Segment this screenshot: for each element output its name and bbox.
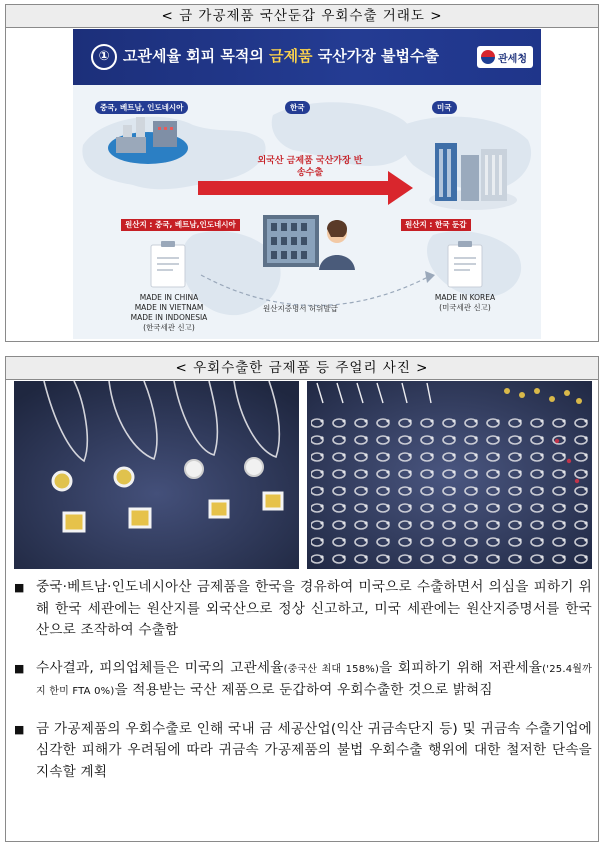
customs-logo-text: 관세청 (498, 53, 527, 65)
trade-diagram-section (5, 4, 599, 342)
bullet-square-icon: ■ (14, 661, 25, 675)
person-icon (319, 220, 355, 270)
origin-clipboard-icon (151, 241, 185, 287)
many-rings-photo (307, 381, 592, 569)
made-in-line: MADE IN VIETNAM (134, 303, 204, 312)
bullet-note: ('25.4월까지 한미 FTA 0%) (36, 663, 592, 697)
bullet-square-icon: ■ (14, 722, 25, 736)
made-in-line: MADE IN CHINA (139, 293, 199, 302)
bullet-text-part: 을 회피하기 위해 저관세율 (379, 659, 543, 676)
bullet-item (14, 658, 592, 703)
korea-label: 한국 (285, 101, 310, 114)
made-in-line: MADE IN INDONESIA (130, 313, 208, 322)
bullet-text-part: 을 적용받는 국산 제품으로 둔갑하여 우회수출한 것으로 밝혀짐 (114, 682, 493, 698)
jewelry-photos (14, 381, 592, 569)
infographic-number: ① (91, 44, 117, 70)
rings-grid-icon (311, 411, 589, 566)
made-in-line: (한국세관 신고) (143, 323, 195, 332)
origin-countries-label: 중국, 베트남, 인도네시아 (95, 101, 188, 114)
bullet-item (14, 719, 592, 784)
korea-building-icon (263, 215, 319, 267)
origin-tag: 원산지 : 중국, 베트남,인도네시아 (121, 219, 240, 231)
bullet-text: 중국·베트남·인도네시아산 금제품을 한국을 경유하여 미국으로 수출하면서 의심을 피하기 위해 한국 세관에는 원산지를 외국산으로 정상 신고하고, 미국 세관에는 원산지증명서를 한국산으로 조작하여 수출함 (36, 579, 592, 638)
summary-bullets (14, 577, 592, 799)
diagram-body (73, 85, 541, 339)
bullet-text (36, 658, 592, 703)
dashed-arrowhead-icon (425, 271, 435, 283)
bullet-text-part: 수사결과, 피의업체들은 미국의 고관세율 (36, 659, 284, 676)
section-title-diagram: < 금 가공제품 국산둔갑 우회수출 거래도 > (6, 5, 598, 28)
many-rings-photo-image (307, 381, 592, 569)
jewelry-photo-section (5, 356, 599, 842)
necklace-ring-photo-image (14, 381, 299, 569)
section-title-photos: < 우회수출한 금제품 등 주얼리 사진 > (6, 357, 598, 380)
bullet-item (14, 577, 592, 642)
korea-clipboard-icon (448, 241, 482, 287)
infographic-title (123, 45, 439, 66)
korea-origin-tag: 원산지 : 한국 둔갑 (401, 219, 471, 231)
certificate-text: 원산지증명서 허위발급 (263, 304, 338, 313)
made-in-korea-list (415, 293, 515, 313)
title-part1: 고관세율 회피 목적의 (123, 47, 270, 65)
necklace-ring-photo (14, 381, 299, 569)
customs-emblem-icon (481, 50, 495, 64)
export-arrow-label: 외국산 금제품 국산가장 반송수출 (257, 156, 363, 178)
made-in-line: (미국세관 신고) (439, 303, 491, 312)
title-part2: 국산가장 불법수출 (312, 47, 439, 65)
bullet-square-icon: ■ (14, 581, 25, 594)
usa-label: 미국 (432, 101, 457, 114)
infographic-header (73, 29, 541, 85)
bullet-note: (중국산 최대 158%) (283, 663, 380, 675)
customs-logo (477, 46, 533, 68)
bullet-text: 금 가공제품의 우회수출로 인해 국내 금 세공산업(익산 귀금속단지 등) 및 귀금속 수출기업에 심각한 피해가 우려됨에 따라 귀금속 가공제품의 불법 우회수출 행위에 대한 철저한 단속을 지속할 계획 (36, 720, 592, 780)
made-in-origin-list (119, 293, 219, 333)
made-in-line: MADE IN KOREA (434, 293, 496, 302)
trade-diagram-infographic (73, 29, 541, 339)
title-highlight: 금제품 (269, 47, 313, 65)
